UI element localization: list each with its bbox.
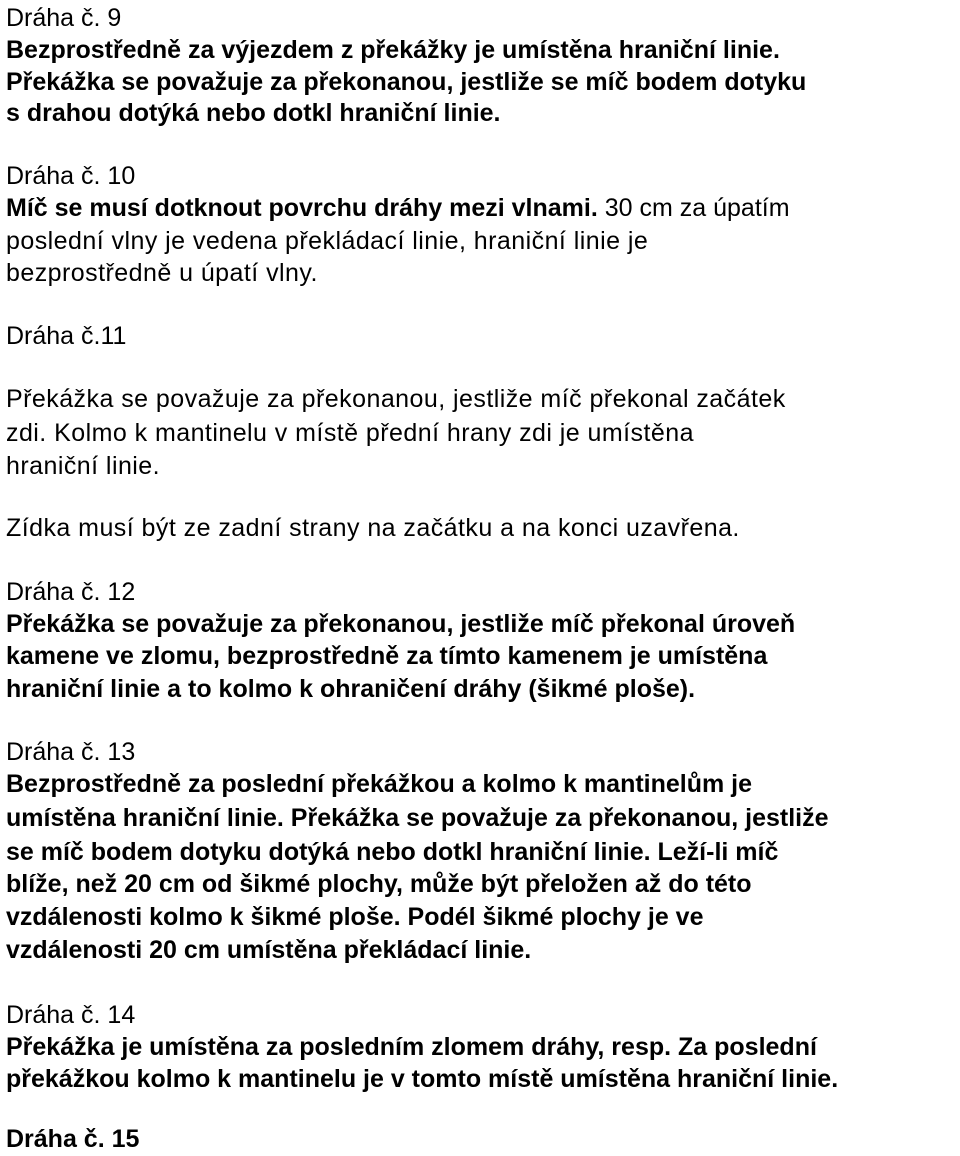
text-line-mixed (6, 193, 790, 223)
text-line: s drahou dotýká nebo dotkl hraniční linie. (6, 99, 501, 127)
heading-draha-13: Dráha č. 13 (6, 738, 136, 766)
heading-draha-10: Dráha č. 10 (6, 162, 136, 190)
text-line: překážkou kolmo k mantinelu je v tomto místě umístěna hraniční linie. (6, 1065, 839, 1093)
text-line: se míč bodem dotyku dotýká nebo dotkl hraniční linie. Leží-li míč (6, 838, 779, 866)
text-line: hraniční linie a to kolmo k ohraničení dráhy (šikmé ploše). (6, 675, 696, 703)
heading-draha-12: Dráha č. 12 (6, 578, 136, 606)
text-line: poslední vlny je vedena překládací linie, hraniční linie je (6, 227, 649, 255)
heading-draha-9: Dráha č. 9 (6, 4, 122, 32)
text-line: Zídka musí být ze zadní strany na začátku a na konci uzavřena. (6, 514, 740, 542)
text-line: Bezprostředně za poslední překážkou a kolmo k mantinelům je (6, 770, 753, 798)
text-line: zdi. Kolmo k mantinelu v místě přední hrany zdi je umístěna (6, 419, 694, 447)
text-line: Překážka se považuje za překonanou, jestliže míč překonal začátek (6, 385, 786, 413)
text-line: bezprostředně u úpatí vlny. (6, 259, 318, 287)
text-line: Překážka je umístěna za posledním zlomem dráhy, resp. Za poslední (6, 1033, 817, 1061)
heading-draha-14: Dráha č. 14 (6, 1001, 136, 1029)
heading-draha-11: Dráha č.11 (6, 322, 127, 350)
text-line-bold-part: Míč se musí dotknout povrchu dráhy mezi vlnami. (6, 194, 598, 222)
text-line: Bezprostředně za výjezdem z překážky je umístěna hraniční linie. (6, 36, 780, 64)
text-line: vzdálenosti kolmo k šikmé ploše. Podél šikmé plochy je ve (6, 903, 704, 931)
text-line: vzdálenosti 20 cm umístěna překládací linie. (6, 936, 532, 964)
text-line: blíže, než 20 cm od šikmé plochy, může být přeložen až do této (6, 870, 752, 898)
text-line: Překážka se považuje za překonanou, jestliže míč překonal úroveň (6, 610, 796, 638)
text-line: umístěna hraniční linie. Překážka se považuje za překonanou, jestliže (6, 804, 829, 832)
text-line-normal-part: 30 cm za úpatím (604, 194, 790, 222)
heading-draha-15: Dráha č. 15 (6, 1125, 140, 1153)
text-line: kamene ve zlomu, bezprostředně za tímto kamenem je umístěna (6, 642, 768, 670)
text-line: hraniční linie. (6, 452, 161, 480)
text-line: Překážka se považuje za překonanou, jestliže se míč bodem dotyku (6, 68, 807, 96)
